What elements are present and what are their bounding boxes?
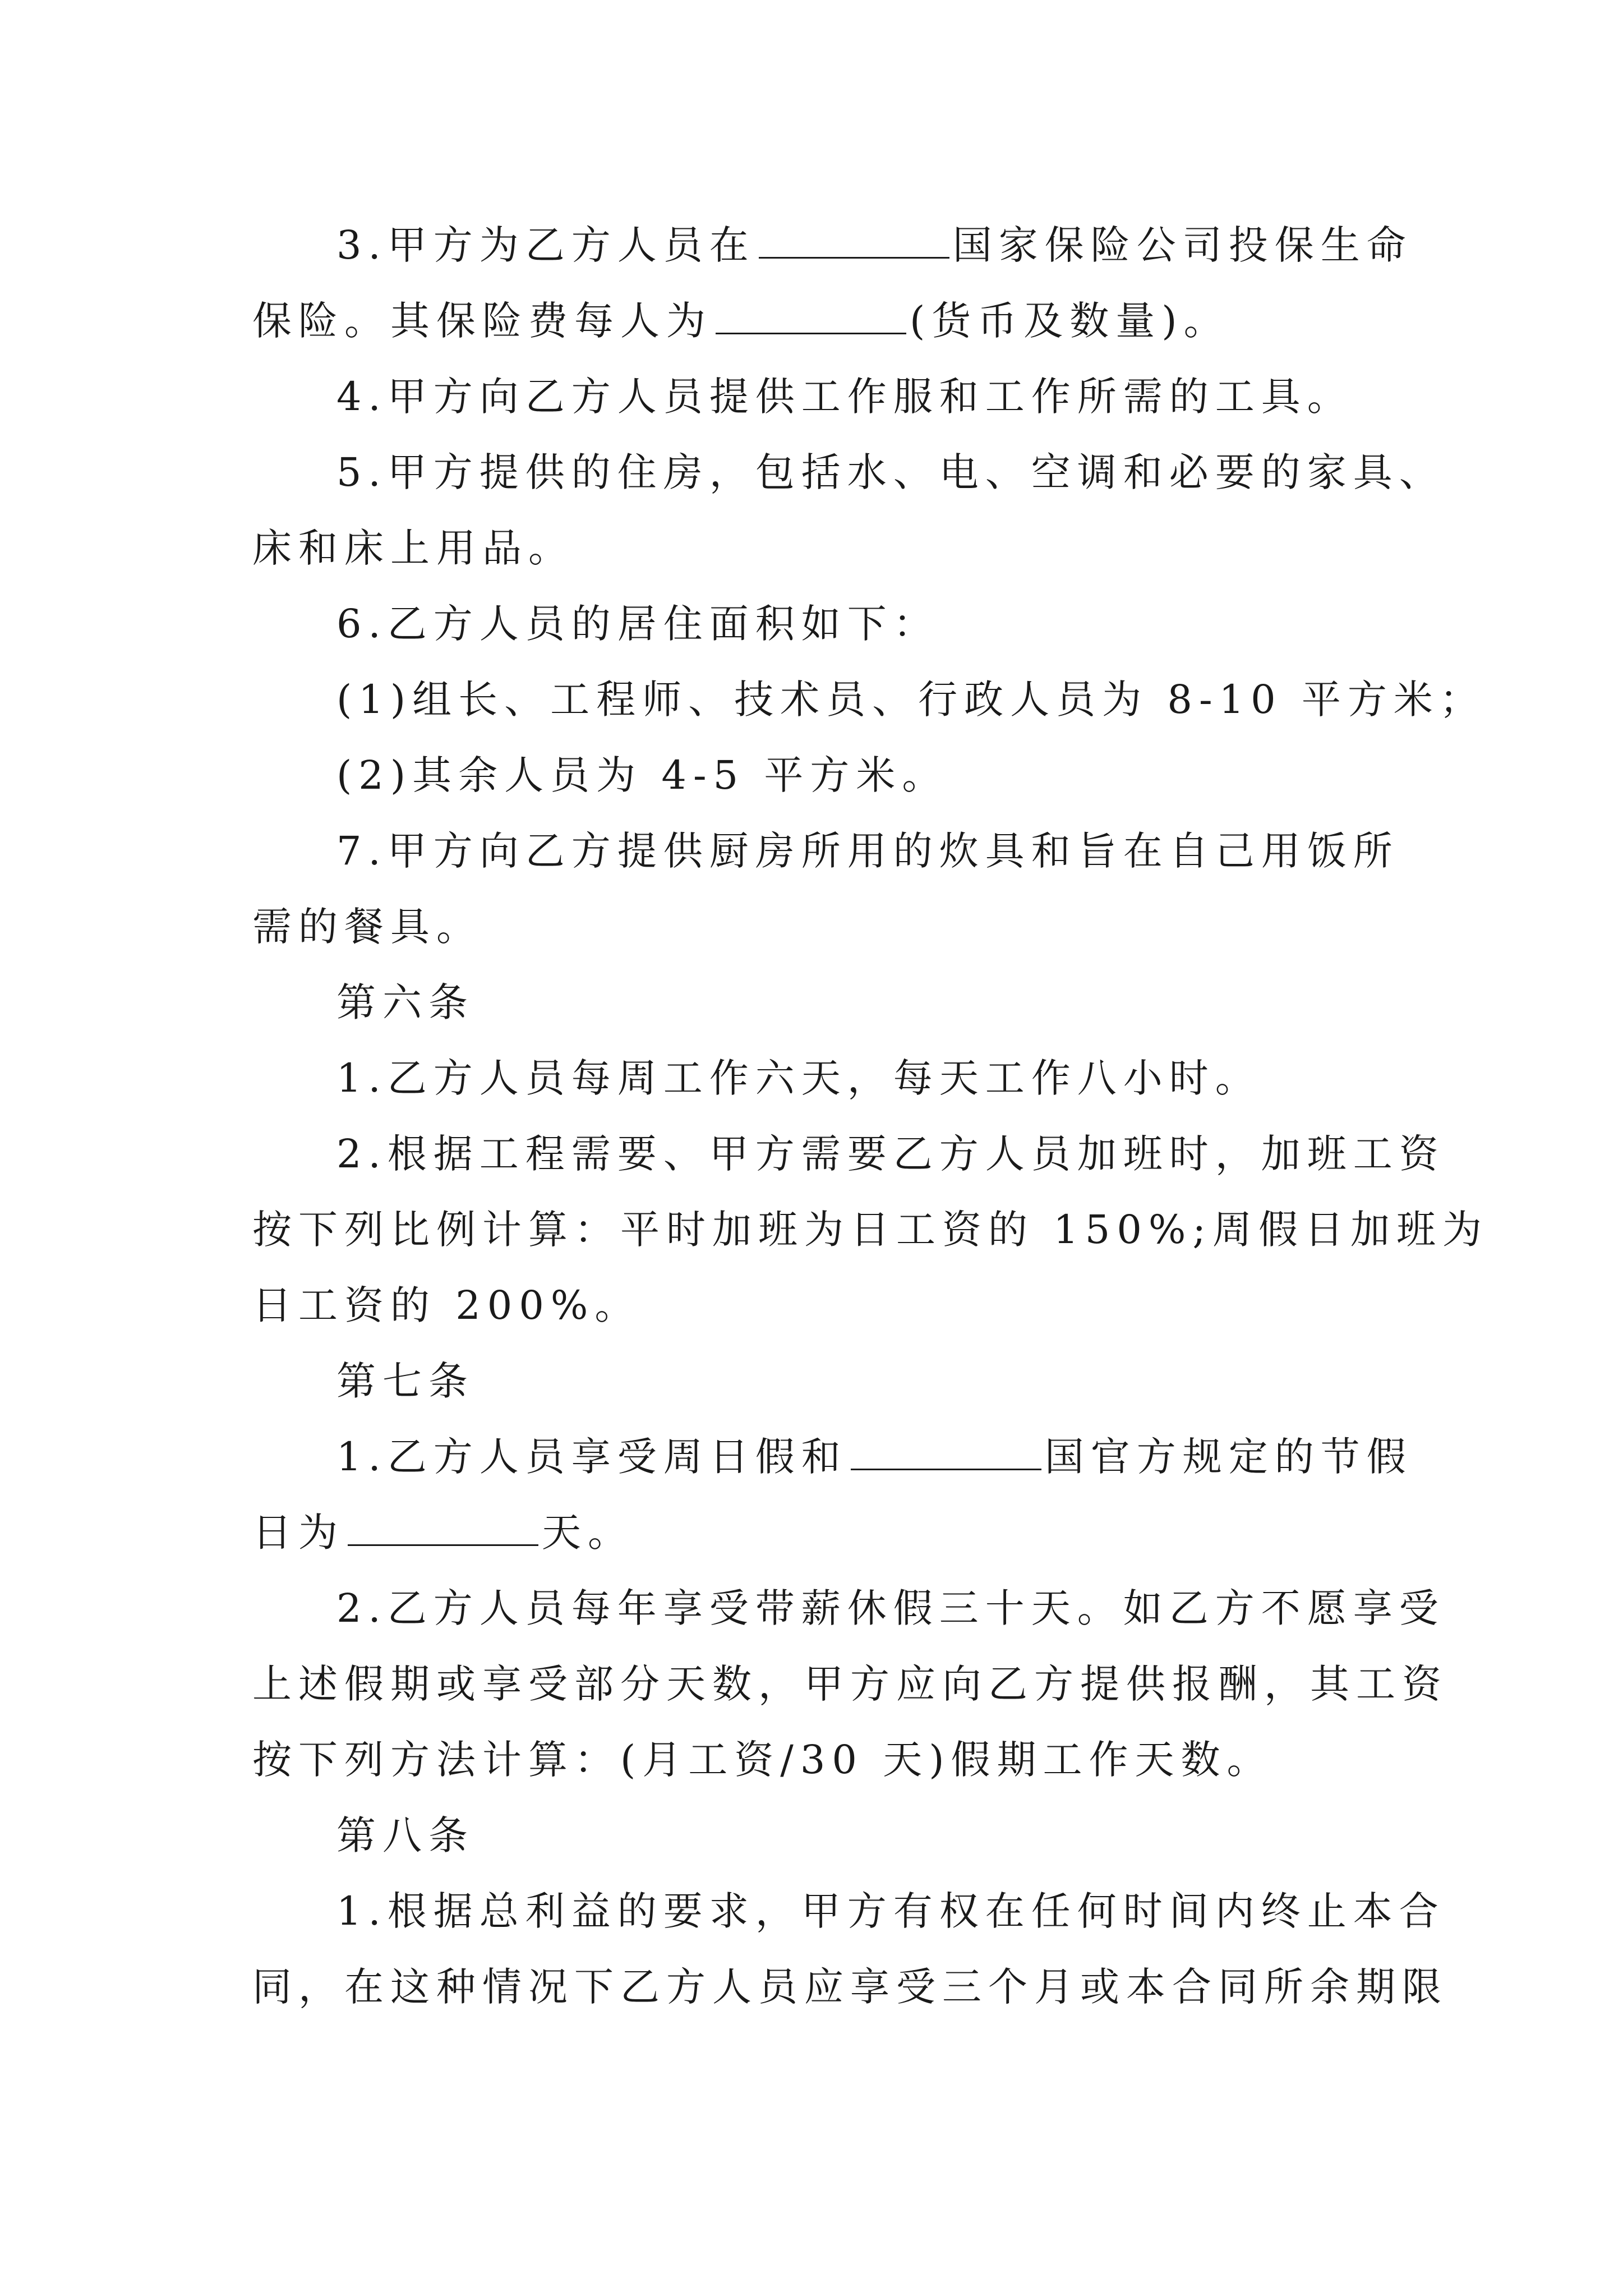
line-text: 床和床上用品。	[252, 525, 574, 571]
text-line	[336, 1129, 1445, 1179]
text-line	[336, 371, 1402, 422]
line-text: 同，在这种情况下乙方人员应享受三个月或本合同所余期限	[252, 1964, 1448, 2010]
line-text: 上述假期或享受部分天数，甲方应向乙方提供报酬，其工资	[252, 1661, 1448, 1707]
text-line	[252, 1659, 1448, 1709]
text-line	[336, 599, 1402, 649]
text-line	[336, 674, 1486, 725]
line-text: 日为	[252, 1510, 344, 1556]
text-line	[252, 1962, 1448, 2012]
line-text: 7.甲方向乙方提供厨房所用的炊具和旨在自己用饭所	[336, 828, 1399, 874]
line-text: 2.乙方人员每年享受带薪休假三十天。如乙方不愿享受	[336, 1585, 1445, 1631]
text-line	[252, 523, 1402, 573]
line-text: 第八条	[336, 1812, 474, 1858]
line-text: 第七条	[336, 1358, 474, 1404]
text-line	[252, 1280, 1402, 1331]
line-text: 6.乙方人员的居住面积如下：	[336, 601, 939, 647]
line-text: 国家保险公司投保生命	[952, 222, 1413, 268]
fill-in-blank	[851, 1436, 1041, 1470]
line-text: (2)其余人员为 4-5 平方米。	[336, 752, 948, 798]
line-text: 1.乙方人员享受周日假和	[336, 1434, 847, 1480]
line-text: 5.甲方提供的住房，包括水、电、空调和必要的家具、	[336, 449, 1445, 495]
text-line	[336, 1053, 1402, 1103]
fill-in-blank	[759, 224, 949, 259]
text-line	[252, 901, 1402, 952]
text-line	[252, 1204, 1488, 1255]
line-text: (货币及数量)。	[910, 298, 1230, 344]
text-line	[336, 220, 1413, 270]
line-text: 1.乙方人员每周工作六天，每天工作八小时。	[336, 1055, 1261, 1101]
line-text: 4.甲方向乙方人员提供工作服和工作所需的工具。	[336, 374, 1353, 420]
fill-in-blank	[348, 1512, 538, 1546]
line-text: 日工资的 200%。	[252, 1282, 641, 1328]
text-line	[336, 447, 1445, 498]
line-text: (1)组长、工程师、技术员、行政人员为 8-10 平方米；	[336, 677, 1486, 723]
text-line	[252, 1507, 1402, 1558]
line-text: 按下列方法计算：(月工资/30 天)假期工作天数。	[252, 1737, 1273, 1783]
text-line	[336, 1886, 1445, 1936]
line-text: 按下列比例计算：平时加班为日工资的 150%;周假日加班为	[252, 1207, 1488, 1253]
text-line	[336, 826, 1402, 876]
text-line	[252, 296, 1402, 346]
text-line	[252, 1734, 1402, 1785]
line-text: 需的餐具。	[252, 904, 482, 950]
fill-in-blank	[716, 300, 906, 334]
line-text: 2.根据工程需要、甲方需要乙方人员加班时，加班工资	[336, 1131, 1445, 1177]
text-line	[336, 1583, 1445, 1634]
section-heading	[336, 1356, 1402, 1406]
line-text: 3.甲方为乙方人员在	[336, 222, 755, 268]
section-heading	[336, 977, 1402, 1028]
section-heading	[336, 1810, 1402, 1861]
line-text: 1.根据总利益的要求，甲方有权在任何时间内终止本合	[336, 1888, 1445, 1934]
line-text: 天。	[542, 1510, 634, 1556]
text-line	[336, 750, 1402, 800]
line-text: 国官方规定的节假	[1044, 1434, 1413, 1480]
line-text: 保险。其保险费每人为	[252, 298, 712, 344]
text-line	[336, 1432, 1413, 1482]
line-text: 第六条	[336, 979, 474, 1025]
